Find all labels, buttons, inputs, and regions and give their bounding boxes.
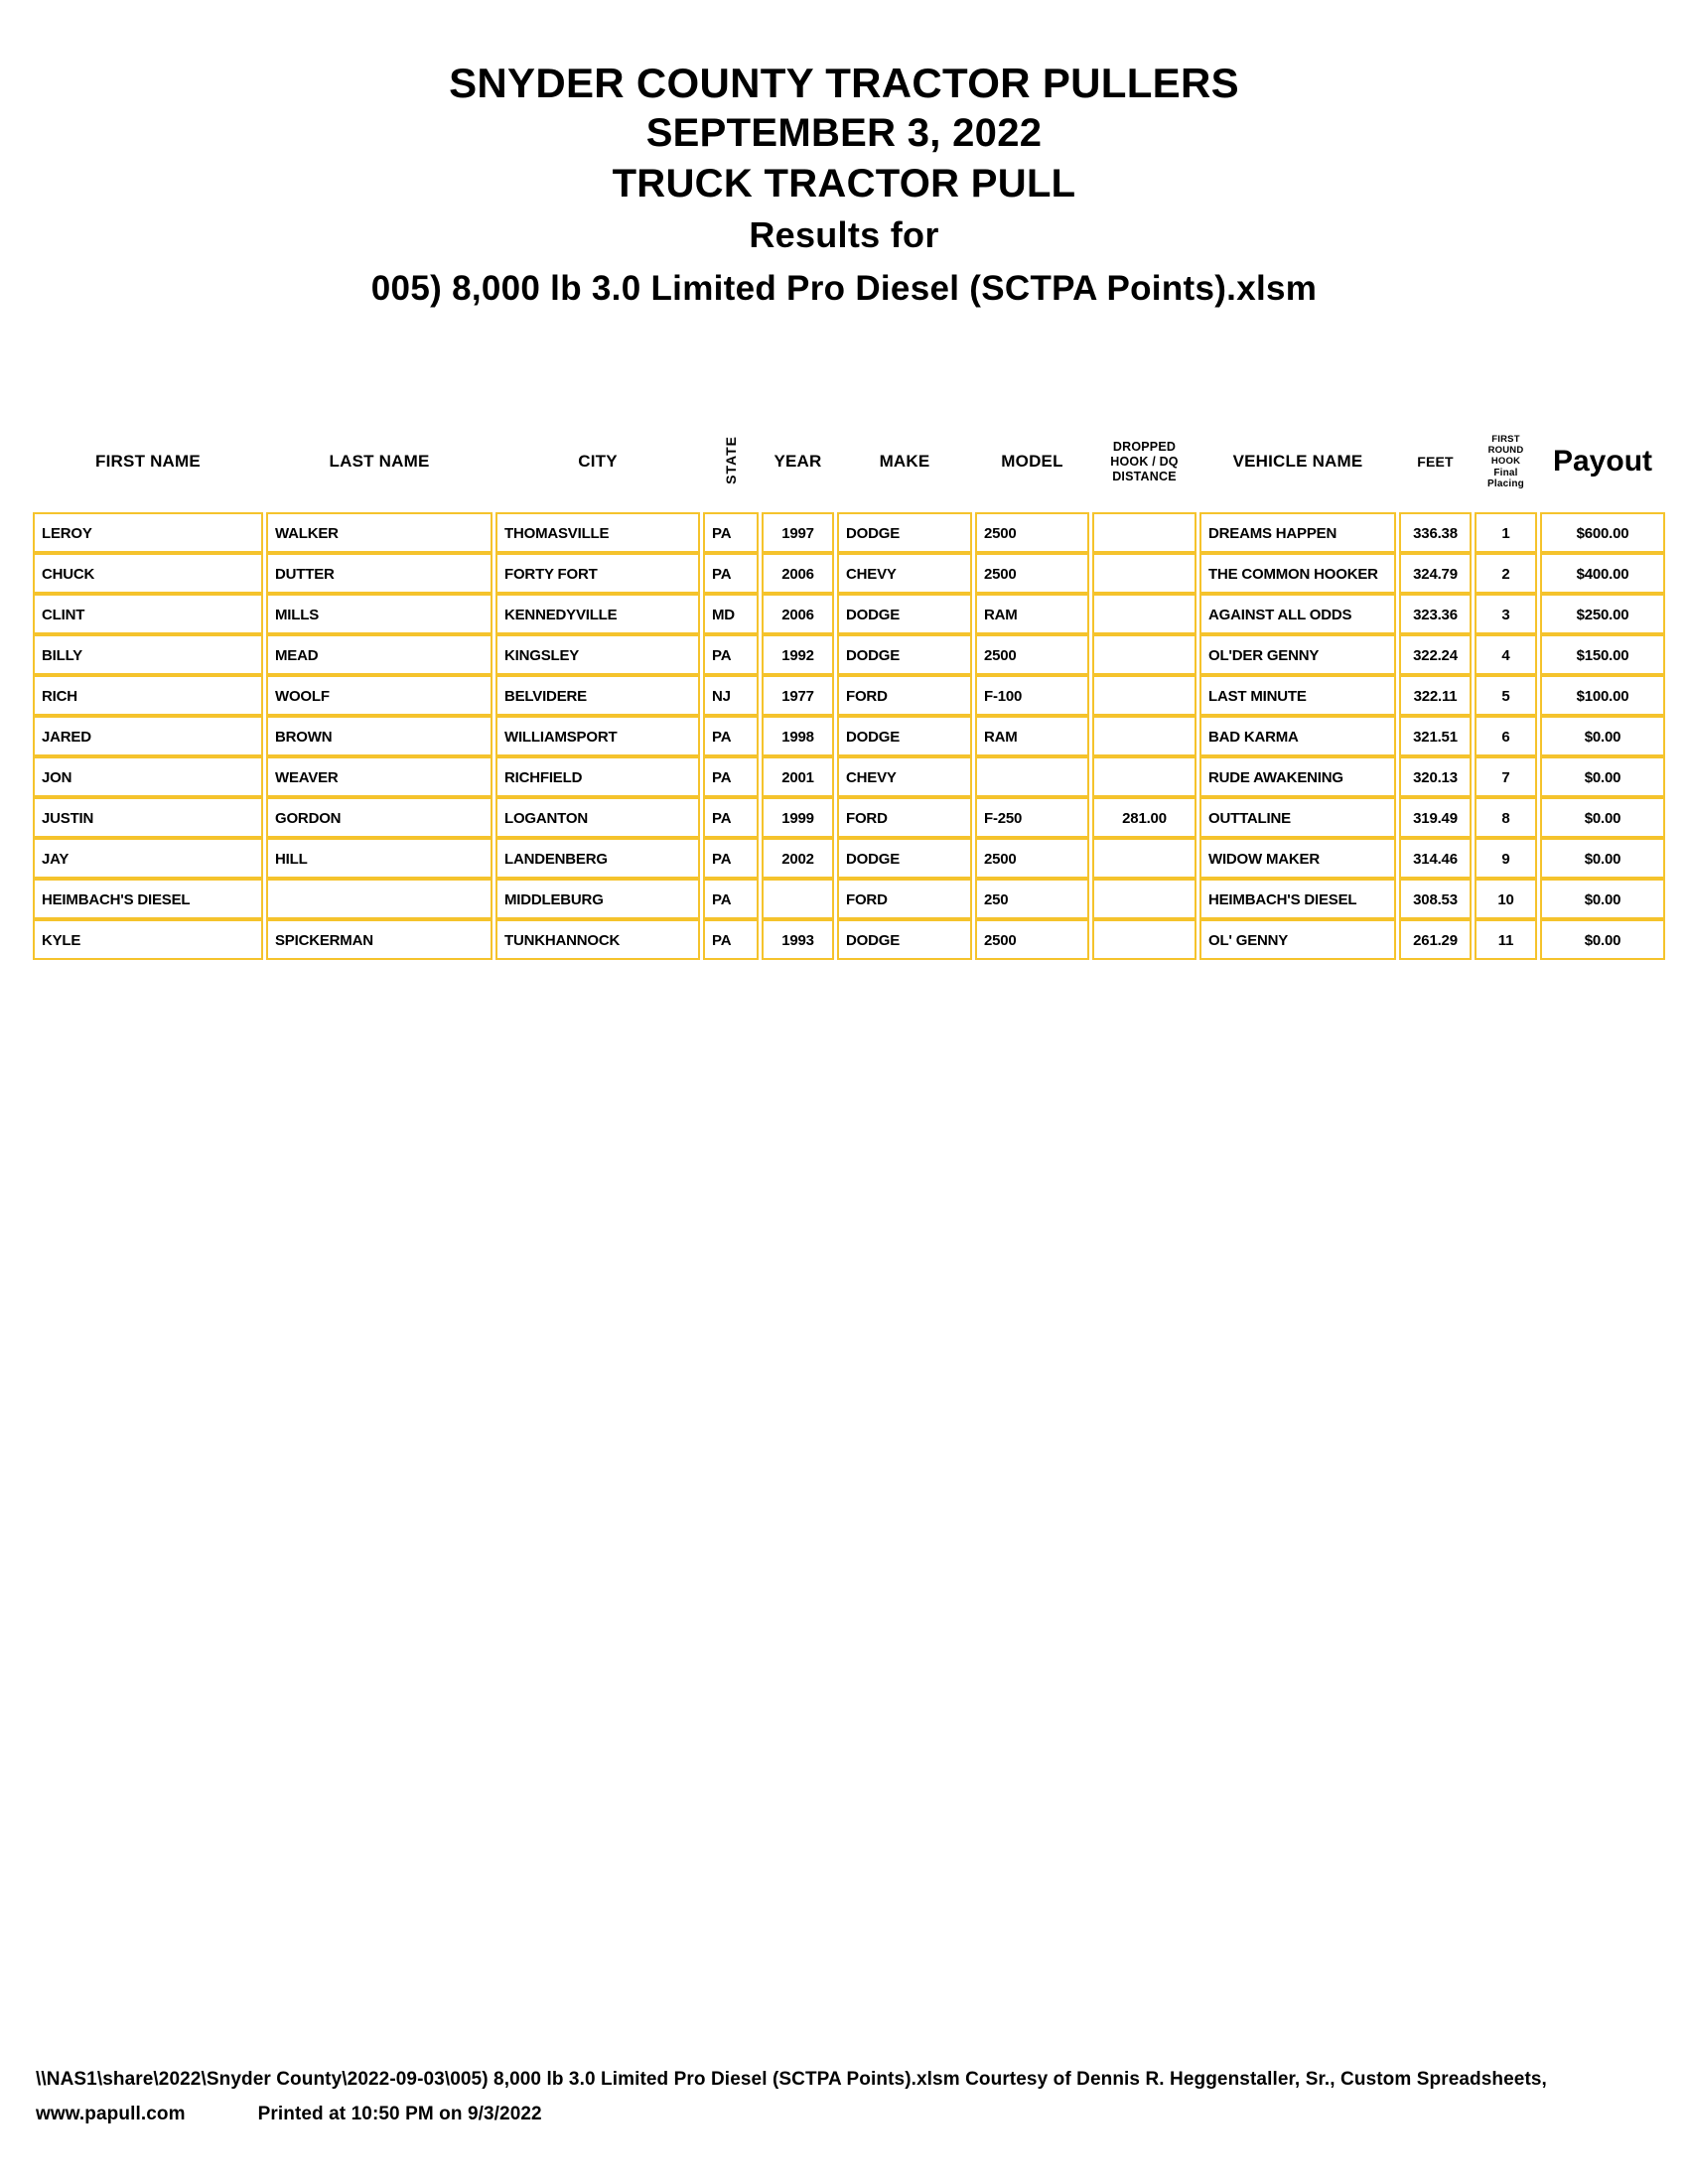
cell-last-name: HILL — [266, 838, 492, 879]
cell-year: 1992 — [762, 634, 834, 675]
cell-state: NJ — [703, 675, 759, 716]
cell-last-name — [266, 879, 492, 919]
cell-make: DODGE — [837, 716, 972, 756]
table-row — [33, 594, 1665, 634]
cell-dropped-distance: 281.00 — [1092, 797, 1196, 838]
cell-vehicle-name: BAD KARMA — [1199, 716, 1396, 756]
printed-timestamp: Printed at 10:50 PM on 9/3/2022 — [257, 2104, 542, 2124]
col-header-model: MODEL — [1001, 452, 1063, 471]
cell-placing: 9 — [1475, 838, 1537, 879]
document-header — [0, 58, 1688, 316]
cell-first-name: RICH — [33, 675, 263, 716]
cell-vehicle-name: DREAMS HAPPEN — [1199, 512, 1396, 553]
results-table-body — [33, 512, 1665, 960]
cell-year — [762, 879, 834, 919]
cell-dropped-distance — [1092, 512, 1196, 553]
table-row — [33, 553, 1665, 594]
event-name: TRUCK TRACTOR PULL — [612, 162, 1076, 205]
event-date: SEPTEMBER 3, 2022 — [645, 111, 1043, 155]
cell-state: PA — [703, 879, 759, 919]
cell-first-name: JON — [33, 756, 263, 797]
cell-last-name: WALKER — [266, 512, 492, 553]
cell-year: 1993 — [762, 919, 834, 960]
cell-feet: 324.79 — [1399, 553, 1472, 594]
cell-state: PA — [703, 797, 759, 838]
cell-payout: $0.00 — [1540, 919, 1665, 960]
cell-dropped-distance — [1092, 838, 1196, 879]
cell-last-name: MEAD — [266, 634, 492, 675]
cell-model: F-250 — [975, 797, 1089, 838]
cell-make: DODGE — [837, 512, 972, 553]
org-title: SNYDER COUNTY TRACTOR PULLERS — [449, 60, 1239, 106]
table-row — [33, 919, 1665, 960]
cell-city: FORTY FORT — [495, 553, 700, 594]
cell-state: PA — [703, 512, 759, 553]
table-header-row — [33, 419, 1665, 512]
cell-payout: $0.00 — [1540, 797, 1665, 838]
final-placing-sublabel: Final Placing — [1487, 468, 1524, 489]
cell-vehicle-name: HEIMBACH'S DIESEL — [1199, 879, 1396, 919]
cell-placing: 3 — [1475, 594, 1537, 634]
cell-placing: 8 — [1475, 797, 1537, 838]
cell-feet: 320.13 — [1399, 756, 1472, 797]
cell-first-name: BILLY — [33, 634, 263, 675]
cell-model — [975, 756, 1089, 797]
footer-second-line — [36, 2104, 1664, 2125]
cell-year: 2001 — [762, 756, 834, 797]
table-row — [33, 838, 1665, 879]
col-header-dropped-hook-dq-distance: DROPPED HOOK / DQ DISTANCE — [1110, 439, 1179, 483]
cell-city: LANDENBERG — [495, 838, 700, 879]
cell-model: F-100 — [975, 675, 1089, 716]
cell-model: 2500 — [975, 634, 1089, 675]
cell-payout: $100.00 — [1540, 675, 1665, 716]
cell-vehicle-name: OUTTALINE — [1199, 797, 1396, 838]
col-header-payout: Payout — [1552, 445, 1653, 478]
results-table — [30, 419, 1668, 960]
cell-feet: 308.53 — [1399, 879, 1472, 919]
cell-payout: $0.00 — [1540, 756, 1665, 797]
results-for-label: Results for — [749, 214, 939, 255]
cell-vehicle-name: THE COMMON HOOKER — [1199, 553, 1396, 594]
cell-dropped-distance — [1092, 879, 1196, 919]
cell-dropped-distance — [1092, 634, 1196, 675]
cell-first-name: JARED — [33, 716, 263, 756]
cell-year: 1977 — [762, 675, 834, 716]
cell-make: DODGE — [837, 594, 972, 634]
cell-dropped-distance — [1092, 594, 1196, 634]
cell-state: PA — [703, 838, 759, 879]
cell-last-name: DUTTER — [266, 553, 492, 594]
document-footer — [36, 2069, 1664, 2125]
cell-dropped-distance — [1092, 675, 1196, 716]
cell-first-name: JUSTIN — [33, 797, 263, 838]
cell-feet: 323.36 — [1399, 594, 1472, 634]
cell-last-name: SPICKERMAN — [266, 919, 492, 960]
cell-model: 2500 — [975, 919, 1089, 960]
cell-payout: $0.00 — [1540, 716, 1665, 756]
cell-last-name: WEAVER — [266, 756, 492, 797]
col-header-feet: FEET — [1417, 454, 1454, 470]
cell-placing: 5 — [1475, 675, 1537, 716]
table-row — [33, 797, 1665, 838]
cell-state: PA — [703, 553, 759, 594]
cell-placing: 6 — [1475, 716, 1537, 756]
cell-first-name: JAY — [33, 838, 263, 879]
cell-year: 1998 — [762, 716, 834, 756]
table-row — [33, 512, 1665, 553]
col-header-year: YEAR — [774, 452, 822, 471]
cell-year: 2002 — [762, 838, 834, 879]
cell-dropped-distance — [1092, 919, 1196, 960]
col-header-city: CITY — [578, 452, 618, 471]
cell-model: RAM — [975, 716, 1089, 756]
table-row — [33, 879, 1665, 919]
cell-year: 1999 — [762, 797, 834, 838]
cell-make: FORD — [837, 675, 972, 716]
cell-vehicle-name: LAST MINUTE — [1199, 675, 1396, 716]
cell-placing: 7 — [1475, 756, 1537, 797]
cell-first-name: HEIMBACH'S DIESEL — [33, 879, 263, 919]
col-header-state — [703, 419, 759, 512]
website-text: www.papull.com — [36, 2104, 186, 2124]
col-header-first-round-hook: FIRST ROUND HOOK Final Placing — [1475, 419, 1537, 512]
file-path-courtesy-line: \\NAS1\share\2022\Snyder County\2022-09-03\005) 8,000 lb 3.0 Limited Pro Diesel (SCTPA Points).xlsm Courtesy of Dennis R. Heggenstaller, Sr., Custom Spreadsheets, — [36, 2069, 1547, 2090]
cell-make: FORD — [837, 797, 972, 838]
cell-feet: 314.46 — [1399, 838, 1472, 879]
cell-city: MIDDLEBURG — [495, 879, 700, 919]
cell-first-name: LEROY — [33, 512, 263, 553]
cell-feet: 336.38 — [1399, 512, 1472, 553]
cell-city: TUNKHANNOCK — [495, 919, 700, 960]
col-header-vehicle-name: VEHICLE NAME — [1232, 452, 1363, 471]
table-row — [33, 716, 1665, 756]
cell-state: PA — [703, 756, 759, 797]
cell-make: DODGE — [837, 838, 972, 879]
cell-first-name: CLINT — [33, 594, 263, 634]
cell-first-name: CHUCK — [33, 553, 263, 594]
cell-model: 2500 — [975, 838, 1089, 879]
cell-last-name: BROWN — [266, 716, 492, 756]
cell-city: KINGSLEY — [495, 634, 700, 675]
cell-vehicle-name: WIDOW MAKER — [1199, 838, 1396, 879]
cell-dropped-distance — [1092, 716, 1196, 756]
cell-feet: 321.51 — [1399, 716, 1472, 756]
cell-feet: 322.11 — [1399, 675, 1472, 716]
state-vertical-label: STATE — [723, 436, 739, 484]
cell-city: THOMASVILLE — [495, 512, 700, 553]
cell-feet: 322.24 — [1399, 634, 1472, 675]
cell-feet: 261.29 — [1399, 919, 1472, 960]
col-header-last-name: LAST NAME — [329, 452, 430, 471]
cell-vehicle-name: RUDE AWAKENING — [1199, 756, 1396, 797]
cell-payout: $0.00 — [1540, 838, 1665, 879]
cell-placing: 4 — [1475, 634, 1537, 675]
cell-state: MD — [703, 594, 759, 634]
cell-make: CHEVY — [837, 553, 972, 594]
table-row — [33, 756, 1665, 797]
cell-dropped-distance — [1092, 756, 1196, 797]
cell-model: 250 — [975, 879, 1089, 919]
cell-model: RAM — [975, 594, 1089, 634]
cell-placing: 2 — [1475, 553, 1537, 594]
cell-dropped-distance — [1092, 553, 1196, 594]
cell-year: 1997 — [762, 512, 834, 553]
cell-state: PA — [703, 716, 759, 756]
cell-make: DODGE — [837, 919, 972, 960]
cell-state: PA — [703, 634, 759, 675]
cell-city: BELVIDERE — [495, 675, 700, 716]
cell-last-name: GORDON — [266, 797, 492, 838]
cell-payout: $400.00 — [1540, 553, 1665, 594]
cell-vehicle-name: OL' GENNY — [1199, 919, 1396, 960]
cell-feet: 319.49 — [1399, 797, 1472, 838]
cell-year: 2006 — [762, 553, 834, 594]
cell-city: WILLIAMSPORT — [495, 716, 700, 756]
table-row — [33, 675, 1665, 716]
cell-last-name: WOOLF — [266, 675, 492, 716]
cell-placing: 1 — [1475, 512, 1537, 553]
cell-placing: 10 — [1475, 879, 1537, 919]
cell-year: 2006 — [762, 594, 834, 634]
cell-first-name: KYLE — [33, 919, 263, 960]
cell-vehicle-name: AGAINST ALL ODDS — [1199, 594, 1396, 634]
cell-payout: $600.00 — [1540, 512, 1665, 553]
cell-state: PA — [703, 919, 759, 960]
col-header-make: MAKE — [879, 452, 930, 471]
class-file-title: 005) 8,000 lb 3.0 Limited Pro Diesel (SCTPA Points).xlsm — [370, 269, 1318, 308]
cell-vehicle-name: OL'DER GENNY — [1199, 634, 1396, 675]
table-row — [33, 634, 1665, 675]
cell-payout: $0.00 — [1540, 879, 1665, 919]
cell-payout: $250.00 — [1540, 594, 1665, 634]
cell-make: FORD — [837, 879, 972, 919]
cell-last-name: MILLS — [266, 594, 492, 634]
cell-city: RICHFIELD — [495, 756, 700, 797]
cell-payout: $150.00 — [1540, 634, 1665, 675]
cell-city: LOGANTON — [495, 797, 700, 838]
cell-city: KENNEDYVILLE — [495, 594, 700, 634]
col-header-first-name: FIRST NAME — [95, 452, 201, 471]
cell-model: 2500 — [975, 512, 1089, 553]
cell-placing: 11 — [1475, 919, 1537, 960]
cell-make: CHEVY — [837, 756, 972, 797]
cell-model: 2500 — [975, 553, 1089, 594]
cell-make: DODGE — [837, 634, 972, 675]
